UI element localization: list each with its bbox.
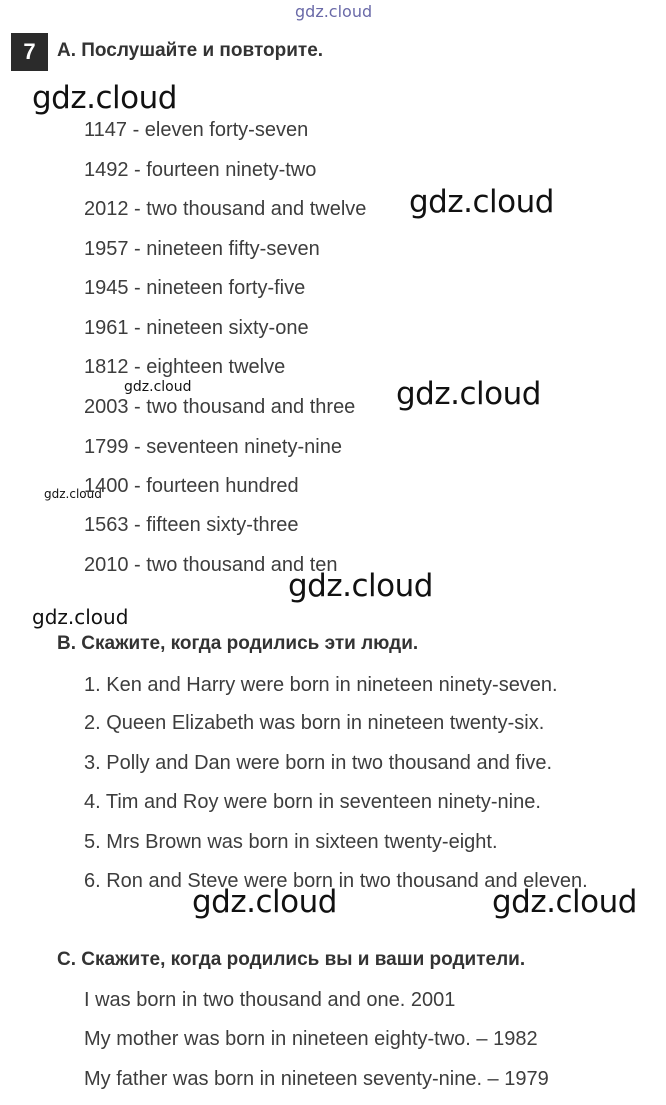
watermark: gdz.cloud [396, 376, 541, 412]
list-item: 1961 - nineteen sixty-one [84, 317, 309, 339]
list-item: 1945 - nineteen forty-five [84, 277, 306, 299]
watermark: gdz.cloud [295, 2, 373, 21]
list-item: My mother was born in nineteen eighty-two. – 1982 [84, 1028, 538, 1050]
list-item: 4. Tim and Roy were born in seventeen ninety-nine. [84, 791, 541, 813]
list-item: 5. Mrs Brown was born in sixteen twenty-eight. [84, 831, 498, 853]
list-item: 1492 - fourteen ninety-two [84, 159, 317, 181]
list-item: I was born in two thousand and one. 2001 [84, 989, 456, 1011]
list-item: 1400 - fourteen hundred [84, 475, 299, 497]
list-item: 2003 - two thousand and three [84, 396, 356, 418]
watermark: gdz.cloud [409, 184, 554, 220]
list-item: 1563 - fifteen sixty-three [84, 514, 299, 536]
watermark: gdz.cloud [124, 379, 192, 395]
list-item: 2. Queen Elizabeth was born in nineteen twenty-six. [84, 712, 545, 734]
list-item: 1147 - eleven forty-seven [84, 119, 309, 141]
list-item: 2010 - two thousand and ten [84, 554, 338, 576]
list-item: 1812 - eighteen twelve [84, 356, 286, 378]
exercise-number-badge: 7 [11, 33, 48, 71]
watermark: gdz.cloud [192, 884, 337, 920]
list-item: 3. Polly and Dan were born in two thousand and five. [84, 752, 553, 774]
watermark: gdz.cloud [288, 568, 433, 604]
section-c-heading: C. Скажите, когда родились вы и ваши родители. [57, 949, 526, 970]
list-item: 2012 - two thousand and twelve [84, 198, 367, 220]
watermark: gdz.cloud [44, 487, 102, 501]
watermark: gdz.cloud [32, 80, 177, 116]
section-b-heading: B. Скажите, когда родились эти люди. [57, 633, 419, 654]
list-item: 1. Ken and Harry were born in nineteen ninety-seven. [84, 674, 558, 696]
watermark: gdz.cloud [492, 884, 637, 920]
list-item: 1957 - nineteen fifty-seven [84, 238, 320, 260]
section-a-heading: A. Послушайте и повторите. [57, 40, 324, 61]
list-item: 1799 - seventeen ninety-nine [84, 436, 342, 458]
list-item: My father was born in nineteen seventy-nine. – 1979 [84, 1068, 549, 1090]
watermark: gdz.cloud [32, 605, 129, 629]
list-item: 6. Ron and Steve were born in two thousand and eleven. [84, 870, 588, 892]
